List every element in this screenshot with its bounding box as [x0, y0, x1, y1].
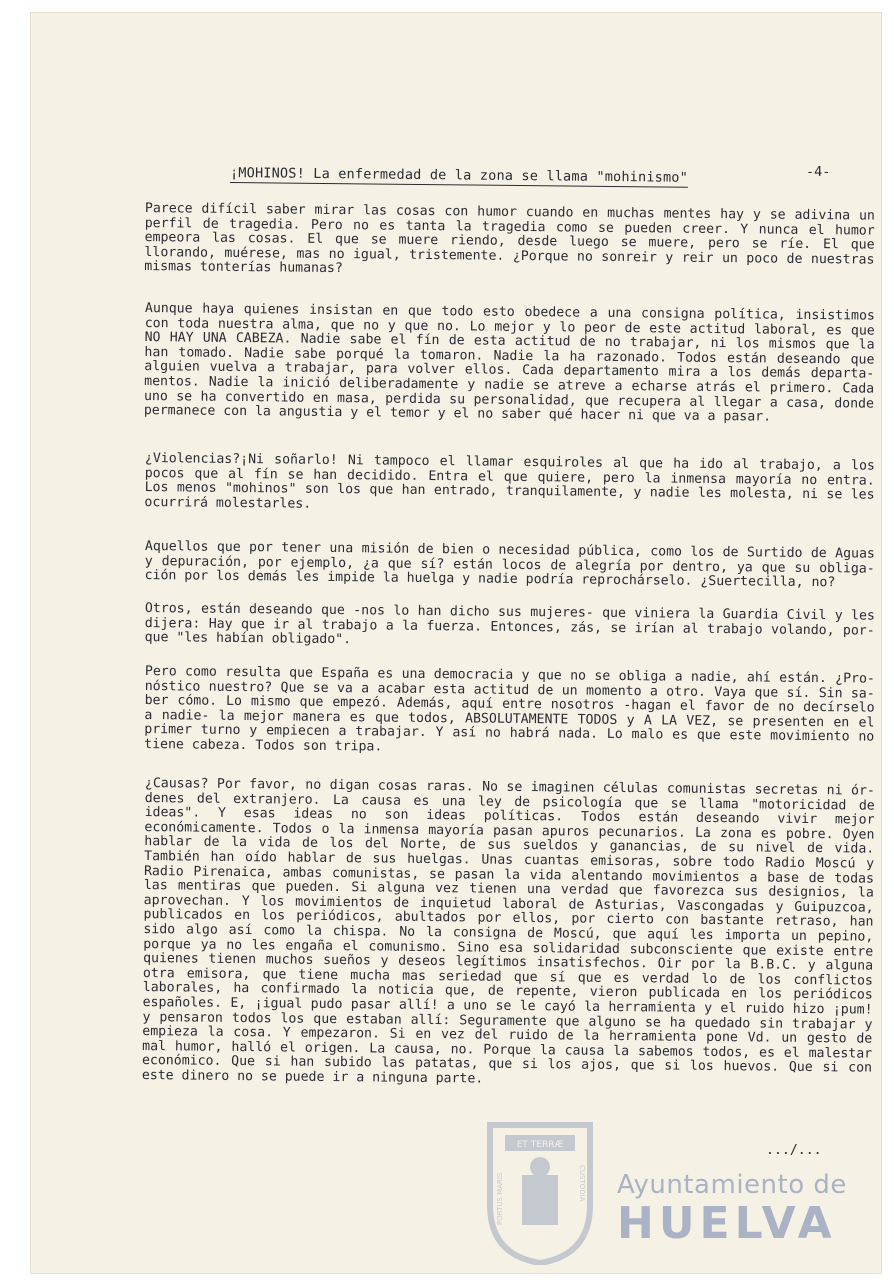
watermark-line-2: HUELVA	[617, 1198, 837, 1249]
page-number: -4-	[806, 164, 831, 180]
paragraph-6: Pero como resulta que España es una democracia y que no se obliga a nadie, ahí están. ¿Pronóstico nuestro? Que se va a acabar esta actitud de un momento a otro. Vaya que sí. Sin saber cómo. Lo mismo que empezó. Además, aquí entre nosotros -hagan el favor de no decírselo a nadie- la mejor manera es que todos, ABSOLUTAMENTE TODOS y A LA VEZ, se presenten en el primer turno y empiecen a trabajar. Y así no habrá nada. Lo malo es que este movimiento no tiene cabeza. Todos son tripa.	[144, 664, 875, 755]
paragraph-4: Aquellos que por tener una misión de bien o necesidad pública, como los de Surtido de Aguas y depuración, por ejemplo, ¿a que sí? están locos de alegría por dentro, ya que su obligación por los demás les impide la huelga y nadie podría reprochárselo. ¿Suertecilla, no?	[144, 539, 875, 591]
shield-icon	[480, 1105, 600, 1265]
watermark-text	[617, 1170, 847, 1249]
document-page	[30, 12, 882, 1274]
watermark-seal	[480, 1105, 600, 1269]
paragraph-5: Otros, están deseando que -nos lo han dicho sus mujeres- que viniera la Guardia Civil y les dijera: Hay que ir al trabajo a la fuerza. Entonces, zás, se irían al trabajo volando, porque "les habían obligado".	[144, 601, 875, 648]
paragraph-2: Aunque haya quienes insistan en que todo esto obedece a una consigna política, insistimos con toda nuestra alma, que no y que no. Lo mejor y lo peor de este actitud laboral, es que NO HAY UNA CABEZA. Nadie sabe el fín de esta actitud de no trabajar, ni los mismos que la han tomado. Nadie sabe porqué la tomaron. Nadie la ha razonado. Todos están deseando que alguien vuelva a trabajar, para volver ellos. Cada departamento mira a los demás departamentos. Nadie la inició deliberadamente y nadie se atreve a echarse atrás el primero. Cada uno se ha convertido en masa, perdida su personalidad, que recupera al llegar a casa, donde permanece con la angustia y el temor y el no saber qué hacer ni que va a pasar.	[143, 301, 875, 425]
shield-banner-text: ET TERRÆ	[516, 1140, 564, 1150]
paragraph-1: Parece difícil saber mirar las cosas con humor cuando en muchas mentes hay y se adivina un perfil de tragedia. Pero no es tanta la tragedia como se pueden creer. Y nunca el humor empeora las cosas. El que se muere riendo, desde luego se muere, pero se ríe. El que llorando, muérese, mas no igual, tristemente. ¿Porque no sonreir y reir un poco de nuestras mismas tonterías humanas?	[144, 201, 875, 277]
paragraph-3: ¿Violencias?¡Ni soñarlo! Ni tampoco el llamar esquiroles al que ha ido al trabajo, a los pocos que al fín se han decidido. Entra el que quiere, pero la inmensa mayoría no entra. Los menos "mohinos" son los que han entrado, tranquilamente, y nadie les molesta, ni se les ocurrirá molestarles.	[144, 451, 875, 512]
paragraph-7: ¿Causas? Por favor, no digan cosas raras. No se imaginen células comunistas secretas ni órdenes del extranjero. La causa es una ley de psicología que se llama "motoricidad de ideas". Y esas ideas no son ideas políticas. Todos están deseando vivir mejor económicamente. Todos o la inmensa mayoría pasan apuros pecunarios. La zona es pobre. Oyen hablar de la vida de los del Norte, de sus sueldos y ganancias, de su nivel de vida. También han oído hablar de sus huelgas. Unas cuantas emisoras, sobre todo Radio Moscú y Radio Pirenaica, ambas comunistas, se pasan la vida alentando movimientos a base de todas las mentiras que pueden. Si alguna vez tienen una verdad que favorezca sus designios, la aprovechan. Y los movimientos de inquietud laboral de Asturias, Vascongadas y Guipuzcoa, publicados en los periódicos, abultados por ellos, por cierto con bastante retraso, han sido algo así como la chispa. No la consigna de Moscú, que aquí les importa un pepino, porque ya no les engaña el comunismo. Sino esa solidaridad subconsciente que existe entre quienes tienen muchos sueños y deseos legítimos insatisfechos. Oir por la B.B.C. y alguna otra emisora, que tiene mucha mas seriedad que sí que es verdad lo de los conflictos laborales, ha confirmado la noticia que, de repente, vieron publicada en los periódicos españoles. E, ¡igual pudo pasar allí! a uno se le cayó la herramienta y el ruido hizo ¡pum! y pensaron todos los que estaban allí: Seguramente que alguno se ha quedado sin trabajar y empieza la cosa. Y empezaron. Si en vez del ruido de la herramienta pone Vd. un gesto de mal humor, halló el origen. La causa, no. Porque la causa la sabemos todos, es el malestar económico. Que si han subido las patatas, que si los ajos, que si los huevos. Que si con este dinero no se puede ir a ninguna parte.	[141, 776, 875, 1087]
continuation-mark: .../...	[766, 1143, 822, 1158]
watermark-line-1: Ayuntamiento de	[617, 1170, 847, 1200]
shield-left-text: PORTUS MARIS	[496, 1172, 504, 1225]
shield-right-text: CUSTODIA	[578, 1165, 586, 1202]
document-title: ¡MOHINOS! La enfermedad de la zona se llama "mohinismo"	[229, 165, 689, 186]
